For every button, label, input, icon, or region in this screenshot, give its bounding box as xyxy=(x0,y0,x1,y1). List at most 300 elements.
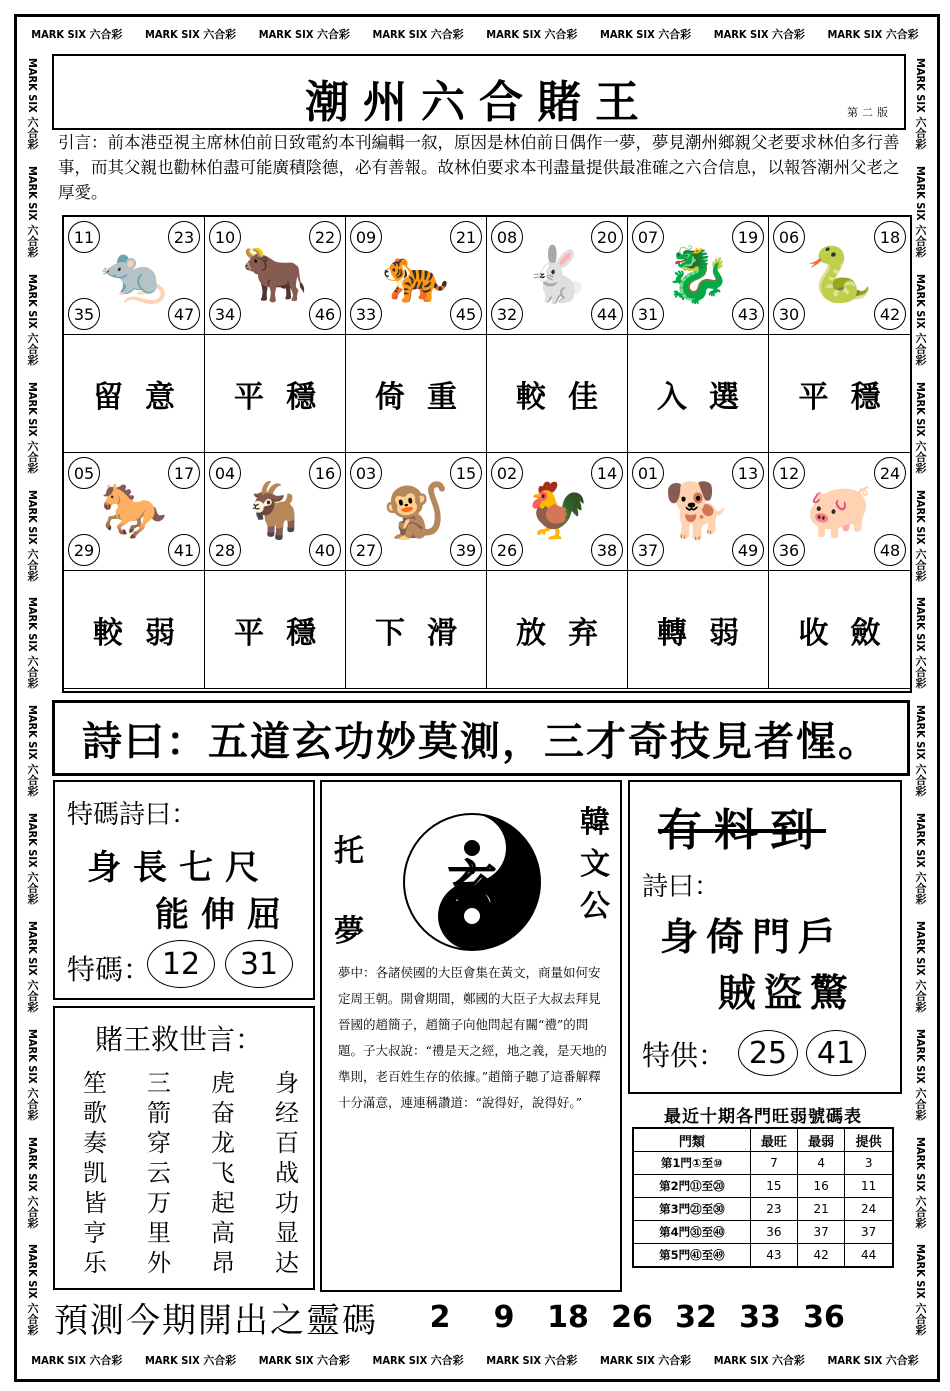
zodiac-outlook-word: 放弃 xyxy=(487,571,628,689)
brand-mark xyxy=(828,26,919,42)
saviour-char: 虎 xyxy=(211,1069,235,1097)
tema-poem-line-2: 能伸屈 xyxy=(155,895,293,935)
brand-zh: 六合彩 xyxy=(771,1354,805,1367)
saviour-char: 万 xyxy=(147,1189,171,1217)
stats-row xyxy=(633,1175,893,1198)
brand-en: MARK SIX xyxy=(26,274,39,329)
brand-en: MARK SIX xyxy=(914,705,927,760)
saviour-char: 龙 xyxy=(211,1129,235,1157)
brand-zh: 六合彩 xyxy=(26,116,39,150)
stats-row xyxy=(633,1198,893,1221)
stats-row-label: 第5門㊶至㊾ xyxy=(633,1244,750,1268)
brand-zh: 六合彩 xyxy=(658,1354,692,1367)
material-poem-line-1: 身倚門戶 xyxy=(660,915,845,959)
brand-mark xyxy=(24,58,40,149)
prediction-number: 2 xyxy=(429,1299,451,1335)
zodiac-cell-dragon xyxy=(628,217,769,335)
brand-en: MARK SIX xyxy=(26,1028,39,1084)
stats-header-cell: 最弱 xyxy=(798,1128,845,1152)
brand-en: MARK SIX xyxy=(372,28,428,41)
material-box xyxy=(628,780,902,1094)
dream-left-title: 托夢 xyxy=(334,834,364,949)
zodiac-number: 35 xyxy=(68,298,100,330)
bottom-brand-border xyxy=(20,1346,930,1374)
brand-zh: 六合彩 xyxy=(26,979,39,1013)
saviour-char: 三 xyxy=(147,1069,171,1097)
tema-number: 31 xyxy=(225,940,293,988)
brand-mark xyxy=(24,921,40,1012)
brand-mark xyxy=(714,26,805,42)
page-title: 潮州六合賭王 xyxy=(305,77,653,128)
zodiac-number: 49 xyxy=(732,534,764,566)
brand-mark xyxy=(24,1029,40,1120)
zodiac-cell-snake xyxy=(769,217,910,335)
saviour-char: 经 xyxy=(275,1099,299,1127)
saviour-char: 里 xyxy=(147,1219,171,1247)
zodiac-number: 12 xyxy=(773,457,805,489)
saviour-char: 皆 xyxy=(83,1189,107,1217)
zodiac-cell-rat xyxy=(64,217,205,335)
zodiac-outlook-word: 轉弱 xyxy=(628,571,769,689)
saviour-column xyxy=(147,1068,171,1278)
brand-en: MARK SIX xyxy=(914,1136,927,1192)
brand-en: MARK SIX xyxy=(713,1354,769,1367)
zodiac-number: 32 xyxy=(491,298,523,330)
brand-en: MARK SIX xyxy=(26,166,39,221)
stats-row-label: 第4門㉛至㊵ xyxy=(633,1221,750,1244)
brand-mark xyxy=(912,1029,928,1120)
stats-value: 3 xyxy=(845,1152,893,1175)
brand-zh: 六合彩 xyxy=(203,1354,237,1367)
stats-row xyxy=(633,1152,893,1175)
saviour-char: 凯 xyxy=(83,1159,107,1187)
zodiac-number: 19 xyxy=(732,221,764,253)
brand-en: MARK SIX xyxy=(914,597,927,653)
stats-value: 44 xyxy=(845,1244,893,1268)
zodiac-number: 21 xyxy=(450,221,482,253)
zodiac-number: 23 xyxy=(168,221,200,253)
stats-header-cell: 最旺 xyxy=(750,1128,797,1152)
zodiac-number: 31 xyxy=(632,298,664,330)
brand-mark xyxy=(145,26,236,42)
brand-zh: 六合彩 xyxy=(914,547,927,581)
zodiac-cell-monkey xyxy=(346,453,487,571)
brand-zh: 六合彩 xyxy=(26,547,39,581)
brand-zh: 六合彩 xyxy=(26,871,39,905)
brand-mark xyxy=(912,1244,928,1335)
material-number: 41 xyxy=(806,1030,866,1076)
zodiac-number: 36 xyxy=(773,534,805,566)
zodiac-outlook-word: 倚重 xyxy=(346,335,487,453)
stats-value: 36 xyxy=(750,1221,797,1244)
brand-mark xyxy=(24,705,40,796)
brand-zh: 六合彩 xyxy=(26,1302,39,1336)
zodiac-number: 18 xyxy=(874,221,906,253)
brand-mark xyxy=(912,274,928,365)
saviour-char: 起 xyxy=(211,1189,235,1217)
edition-label: 第二版 xyxy=(847,106,892,119)
brand-en: MARK SIX xyxy=(600,28,655,41)
zodiac-number: 02 xyxy=(491,457,523,489)
brand-mark xyxy=(31,26,122,42)
zodiac-number: 26 xyxy=(491,534,523,566)
brand-mark xyxy=(24,813,40,904)
brand-mark xyxy=(24,274,40,365)
stats-value: 21 xyxy=(798,1198,845,1221)
zodiac-outlook-word: 下滑 xyxy=(346,571,487,689)
stats-value: 43 xyxy=(750,1244,797,1268)
stats-value: 11 xyxy=(845,1175,893,1198)
saviour-char: 笙 xyxy=(83,1069,107,1097)
saviour-char: 高 xyxy=(211,1219,235,1247)
tema-heading: 特碼詩曰： xyxy=(67,800,198,830)
stats-value: 23 xyxy=(750,1198,797,1221)
zodiac-number: 43 xyxy=(732,298,764,330)
brand-mark xyxy=(31,1352,122,1368)
brand-mark xyxy=(486,26,577,42)
zodiac-number: 28 xyxy=(209,534,241,566)
brand-mark xyxy=(912,813,928,904)
tema-number: 12 xyxy=(147,940,215,988)
brand-mark xyxy=(912,166,928,257)
prediction-number: 26 xyxy=(611,1299,653,1335)
zodiac-number: 04 xyxy=(209,457,241,489)
brand-zh: 六合彩 xyxy=(26,332,39,366)
zodiac-number: 37 xyxy=(632,534,664,566)
brand-en: MARK SIX xyxy=(914,166,927,221)
brand-zh: 六合彩 xyxy=(914,1194,927,1228)
brand-mark xyxy=(24,1244,40,1335)
brand-en: MARK SIX xyxy=(31,28,86,41)
brand-en: MARK SIX xyxy=(26,920,39,976)
brand-zh: 六合彩 xyxy=(89,28,123,41)
brand-en: MARK SIX xyxy=(26,597,39,653)
stats-header-cell: 門類 xyxy=(633,1128,750,1152)
brand-zh: 六合彩 xyxy=(26,1086,39,1120)
brand-en: MARK SIX xyxy=(26,381,39,437)
zodiac-number: 38 xyxy=(591,534,623,566)
rat-icon: 🐀 xyxy=(100,243,168,306)
brand-en: MARK SIX xyxy=(26,489,39,545)
dream-box xyxy=(320,780,622,1292)
brand-mark xyxy=(24,597,40,688)
tema-box xyxy=(53,780,315,1000)
brand-zh: 六合彩 xyxy=(885,28,919,41)
saviour-char: 飞 xyxy=(211,1159,235,1187)
stats-row-label: 第1門①至⑩ xyxy=(633,1152,750,1175)
zodiac-outlook-word: 較弱 xyxy=(64,571,205,689)
zodiac-number: 15 xyxy=(450,457,482,489)
horse-icon: 🐎 xyxy=(100,479,168,542)
zodiac-grid xyxy=(62,215,912,693)
zodiac-number: 46 xyxy=(309,298,341,330)
saviour-char: 战 xyxy=(275,1159,299,1187)
stats-value: 37 xyxy=(798,1221,845,1244)
brand-zh: 六合彩 xyxy=(914,224,927,258)
zodiac-outlook-word: 平穩 xyxy=(769,335,910,453)
brand-zh: 六合彩 xyxy=(914,979,927,1013)
poem-line: 詩曰：五道玄功妙莫測，三才奇技見者惺。 xyxy=(52,700,910,776)
prediction-number: 32 xyxy=(675,1299,717,1335)
stats-header-row xyxy=(633,1128,893,1152)
brand-mark xyxy=(145,1352,236,1368)
brand-en: MARK SIX xyxy=(914,1028,927,1084)
brand-mark xyxy=(24,382,40,473)
dog-icon: 🐕 xyxy=(664,479,732,542)
rabbit-icon: 🐇 xyxy=(523,243,591,306)
brand-mark xyxy=(24,166,40,257)
stats-title: 最近十期各門旺弱號碼表 xyxy=(664,1107,862,1127)
brand-en: MARK SIX xyxy=(372,1354,428,1367)
brand-en: MARK SIX xyxy=(486,1354,541,1367)
stats-row xyxy=(633,1221,893,1244)
saviour-column xyxy=(83,1068,107,1278)
zodiac-number: 06 xyxy=(773,221,805,253)
brand-mark xyxy=(912,1137,928,1228)
saviour-char: 昂 xyxy=(211,1249,235,1277)
zodiac-cell-ox xyxy=(205,217,346,335)
brand-zh: 六合彩 xyxy=(26,1194,39,1228)
brand-en: MARK SIX xyxy=(713,28,769,41)
saviour-char: 奋 xyxy=(211,1099,235,1127)
saviour-column xyxy=(211,1068,235,1278)
title-box xyxy=(52,54,906,130)
zodiac-outlook-word: 入選 xyxy=(628,335,769,453)
tema-poem-line-1: 身長七尺 xyxy=(87,848,271,888)
zodiac-cell-dog xyxy=(628,453,769,571)
brand-zh: 六合彩 xyxy=(26,655,39,689)
prediction-row xyxy=(54,1294,904,1340)
pig-icon: 🐖 xyxy=(805,479,874,542)
brand-en: MARK SIX xyxy=(914,58,927,114)
brand-zh: 六合彩 xyxy=(203,28,237,41)
saviour-char: 奏 xyxy=(83,1129,107,1157)
zodiac-number: 16 xyxy=(309,457,341,489)
brand-en: MARK SIX xyxy=(914,1244,927,1300)
brand-en: MARK SIX xyxy=(914,381,927,437)
brand-mark xyxy=(912,921,928,1012)
stats-value: 7 xyxy=(750,1152,797,1175)
prediction-number: 33 xyxy=(739,1299,781,1335)
brand-en: MARK SIX xyxy=(26,813,39,868)
zodiac-number: 03 xyxy=(350,457,382,489)
material-poem-label: 詩曰： xyxy=(642,872,721,902)
brand-en: MARK SIX xyxy=(914,920,927,976)
brand-mark xyxy=(912,705,928,796)
brand-zh: 六合彩 xyxy=(914,1086,927,1120)
goat-icon: 🐐 xyxy=(241,479,309,542)
content-area xyxy=(48,50,906,1344)
saviour-columns xyxy=(83,1068,299,1278)
brand-zh: 六合彩 xyxy=(914,763,927,797)
zodiac-number: 14 xyxy=(591,457,623,489)
brand-zh: 六合彩 xyxy=(885,1354,919,1367)
saviour-char: 达 xyxy=(275,1249,299,1277)
brand-mark xyxy=(714,1352,805,1368)
zodiac-number: 41 xyxy=(168,534,200,566)
brand-mark xyxy=(373,1352,464,1368)
brand-zh: 六合彩 xyxy=(316,1354,350,1367)
material-number: 25 xyxy=(738,1030,798,1076)
zodiac-number: 39 xyxy=(450,534,482,566)
stats-row-label: 第2門⑪至⑳ xyxy=(633,1175,750,1198)
saviour-char: 箭 xyxy=(147,1099,171,1127)
brand-zh: 六合彩 xyxy=(430,28,464,41)
zodiac-number: 34 xyxy=(209,298,241,330)
zodiac-number: 13 xyxy=(732,457,764,489)
brand-mark xyxy=(912,382,928,473)
saviour-column xyxy=(275,1068,299,1278)
brand-en: MARK SIX xyxy=(827,28,883,41)
brand-zh: 六合彩 xyxy=(914,332,927,366)
brand-mark xyxy=(259,26,350,42)
brand-zh: 六合彩 xyxy=(914,655,927,689)
brand-en: MARK SIX xyxy=(914,813,927,868)
yin-yang-emblem xyxy=(402,812,542,952)
zodiac-outlook-word: 平穩 xyxy=(205,335,346,453)
zodiac-number: 05 xyxy=(68,457,100,489)
zodiac-number: 42 xyxy=(874,298,906,330)
brand-en: MARK SIX xyxy=(145,28,200,41)
brand-mark xyxy=(912,597,928,688)
left-brand-border xyxy=(18,50,46,1344)
zodiac-number: 24 xyxy=(874,457,906,489)
zodiac-cell-horse xyxy=(64,453,205,571)
brand-zh: 六合彩 xyxy=(316,28,350,41)
zodiac-outlook-word: 留意 xyxy=(64,335,205,453)
zodiac-number: 48 xyxy=(874,534,906,566)
brand-mark xyxy=(912,490,928,581)
zodiac-number: 33 xyxy=(350,298,382,330)
prediction-label: 預測今期開出之靈碼 xyxy=(54,1300,378,1341)
intro-text: 引言：前本港亞視主席林伯前日致電約本刊編輯一叙，原因是林伯前日偶作一夢，夢見潮州鄉親父老要求林伯多行善事，而其父親也勸林伯盡可能廣積陰德，必有善報。故林伯要求本刊盡量提供最准確之六合信息，以報答潮州父老之厚愛。 xyxy=(58,133,900,202)
stats-table xyxy=(632,1127,894,1268)
brand-zh: 六合彩 xyxy=(771,28,805,41)
zodiac-cell-pig xyxy=(769,453,910,571)
emblem-character: 玄 xyxy=(447,856,497,912)
stats-header-cell: 提供 xyxy=(845,1128,893,1152)
brand-mark xyxy=(24,1137,40,1228)
rooster-icon: 🐓 xyxy=(523,479,591,542)
brand-mark xyxy=(486,1352,577,1368)
stats-box xyxy=(628,1102,898,1284)
zodiac-number: 44 xyxy=(591,298,623,330)
brand-zh: 六合彩 xyxy=(26,763,39,797)
ox-icon: 🐂 xyxy=(241,243,309,306)
zodiac-outlook-word: 平穩 xyxy=(205,571,346,689)
prediction-numbers xyxy=(408,1300,856,1335)
monkey-icon: 🐒 xyxy=(382,479,450,542)
saviour-char: 身 xyxy=(275,1069,299,1097)
brand-zh: 六合彩 xyxy=(26,224,39,258)
material-heading: 有料到 xyxy=(658,805,826,856)
brand-en: MARK SIX xyxy=(827,1354,883,1367)
brand-zh: 六合彩 xyxy=(544,1354,578,1367)
zodiac-number: 10 xyxy=(209,221,241,253)
brand-en: MARK SIX xyxy=(258,28,314,41)
brand-zh: 六合彩 xyxy=(26,439,39,473)
snake-icon: 🐍 xyxy=(805,243,874,306)
zodiac-number: 45 xyxy=(450,298,482,330)
saviour-char: 亨 xyxy=(83,1219,107,1247)
brand-en: MARK SIX xyxy=(600,1354,655,1367)
brand-zh: 六合彩 xyxy=(430,1354,464,1367)
zodiac-number: 30 xyxy=(773,298,805,330)
zodiac-number: 47 xyxy=(168,298,200,330)
zodiac-outlook-word: 收斂 xyxy=(769,571,910,689)
saviour-char: 外 xyxy=(147,1249,171,1277)
brand-mark xyxy=(24,490,40,581)
material-poem-line-2: 賊盜驚 xyxy=(718,971,857,1015)
zodiac-number: 22 xyxy=(309,221,341,253)
dream-right-title: 韓文公 xyxy=(580,805,610,924)
tema-label: 特碼： xyxy=(67,953,152,986)
stats-row xyxy=(633,1244,893,1268)
stats-value: 16 xyxy=(798,1175,845,1198)
zodiac-number: 07 xyxy=(632,221,664,253)
stats-value: 15 xyxy=(750,1175,797,1198)
brand-zh: 六合彩 xyxy=(544,28,578,41)
dragon-icon: 🐉 xyxy=(664,243,732,306)
saviour-char: 显 xyxy=(275,1219,299,1247)
zodiac-number: 08 xyxy=(491,221,523,253)
saviour-char: 歌 xyxy=(83,1099,107,1127)
tiger-icon: 🐅 xyxy=(382,243,450,306)
material-label: 特供： xyxy=(642,1039,727,1072)
stats-value: 4 xyxy=(798,1152,845,1175)
brand-en: MARK SIX xyxy=(914,489,927,545)
stats-value: 37 xyxy=(845,1221,893,1244)
zodiac-number: 20 xyxy=(591,221,623,253)
zodiac-number: 09 xyxy=(350,221,382,253)
zodiac-number: 11 xyxy=(68,221,100,253)
zodiac-number: 29 xyxy=(68,534,100,566)
stats-value: 42 xyxy=(798,1244,845,1268)
brand-en: MARK SIX xyxy=(26,705,39,760)
saviour-char: 乐 xyxy=(83,1249,107,1277)
saviour-char: 穿 xyxy=(147,1129,171,1157)
zodiac-cell-goat xyxy=(205,453,346,571)
zodiac-outlook-word: 較佳 xyxy=(487,335,628,453)
brand-en: MARK SIX xyxy=(486,28,541,41)
brand-en: MARK SIX xyxy=(145,1354,200,1367)
brand-mark xyxy=(600,1352,691,1368)
brand-zh: 六合彩 xyxy=(658,28,692,41)
prediction-number: 18 xyxy=(547,1299,589,1335)
brand-zh: 六合彩 xyxy=(89,1354,123,1367)
brand-zh: 六合彩 xyxy=(914,1302,927,1336)
zodiac-number: 01 xyxy=(632,457,664,489)
brand-mark xyxy=(600,26,691,42)
zodiac-number: 17 xyxy=(168,457,200,489)
stats-row-label: 第3門㉑至㉚ xyxy=(633,1198,750,1221)
brand-en: MARK SIX xyxy=(31,1354,86,1367)
saviour-char: 云 xyxy=(147,1159,171,1187)
zodiac-number: 27 xyxy=(350,534,382,566)
brand-mark xyxy=(259,1352,350,1368)
top-brand-border xyxy=(20,20,930,48)
zodiac-cell-tiger xyxy=(346,217,487,335)
prediction-number: 36 xyxy=(803,1299,845,1335)
brand-zh: 六合彩 xyxy=(914,116,927,150)
saviour-char: 功 xyxy=(275,1189,299,1217)
zodiac-number: 40 xyxy=(309,534,341,566)
saviour-heading: 賭王救世言： xyxy=(95,1023,264,1056)
brand-zh: 六合彩 xyxy=(914,871,927,905)
zodiac-cell-rooster xyxy=(487,453,628,571)
brand-en: MARK SIX xyxy=(258,1354,314,1367)
brand-en: MARK SIX xyxy=(914,274,927,329)
